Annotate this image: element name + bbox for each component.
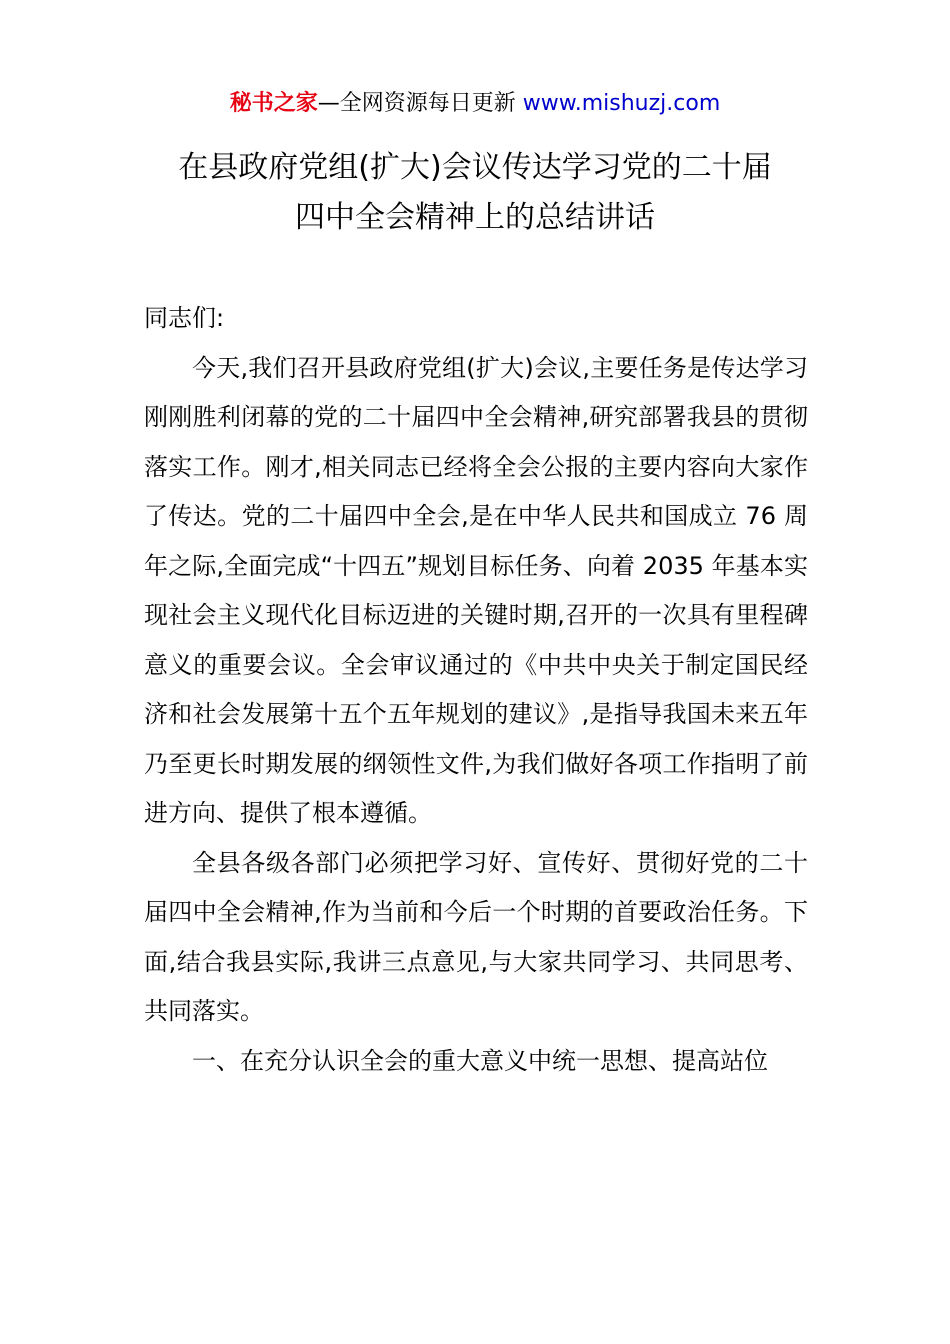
header-slogan: —全网资源每日更新 [317, 91, 523, 116]
site-url-link[interactable]: www.mishuzj.com [522, 91, 721, 116]
document-body [144, 294, 808, 1086]
section-heading-1: 一、在充分认识全会的重大意义中统一思想、提高站位 [192, 1046, 768, 1075]
salutation: 同志们: [144, 304, 225, 332]
title-line-1: 在县政府党组(扩大)会议传达学习党的二十届 [178, 150, 772, 185]
document-title [0, 143, 950, 243]
paragraph-2: 全县各级各部门必须把学习好、宣传好、贯彻好党的二十届四中全会精神,作为当前和今后一个时期的首要政治任务。下面,结合我县实际,我讲三点意见,与大家共同学习、共同思考、共同落实。 [144, 848, 808, 1025]
site-header [0, 88, 950, 120]
brand-name: 秘书之家 [229, 91, 318, 116]
paragraph-1: 今天,我们召开县政府党组(扩大)会议,主要任务是传达学习刚刚胜利闭幕的党的二十届四中全会精神,研究部署我县的贯彻落实工作。刚才,相关同志已经将全会公报的主要内容向大家作了传达。党的二十届四中全会,是在中华人民共和国成立 76 周年之际,全面完成“十四五”规划目标任务、向着 2035 年基本实现社会主义现代化目标迈进的关键时期,召开的一次具有里程碑意义的重要会议。全会审议通过的《中共中央关于制定国民经济和社会发展第十五个五年规划的建议》,是指导我国未来五年乃至更长时期发展的纲领性文件,为我们做好各项工作指明了前进方向、提供了根本遵循。 [144, 353, 808, 827]
title-line-2: 四中全会精神上的总结讲话 [295, 200, 655, 235]
